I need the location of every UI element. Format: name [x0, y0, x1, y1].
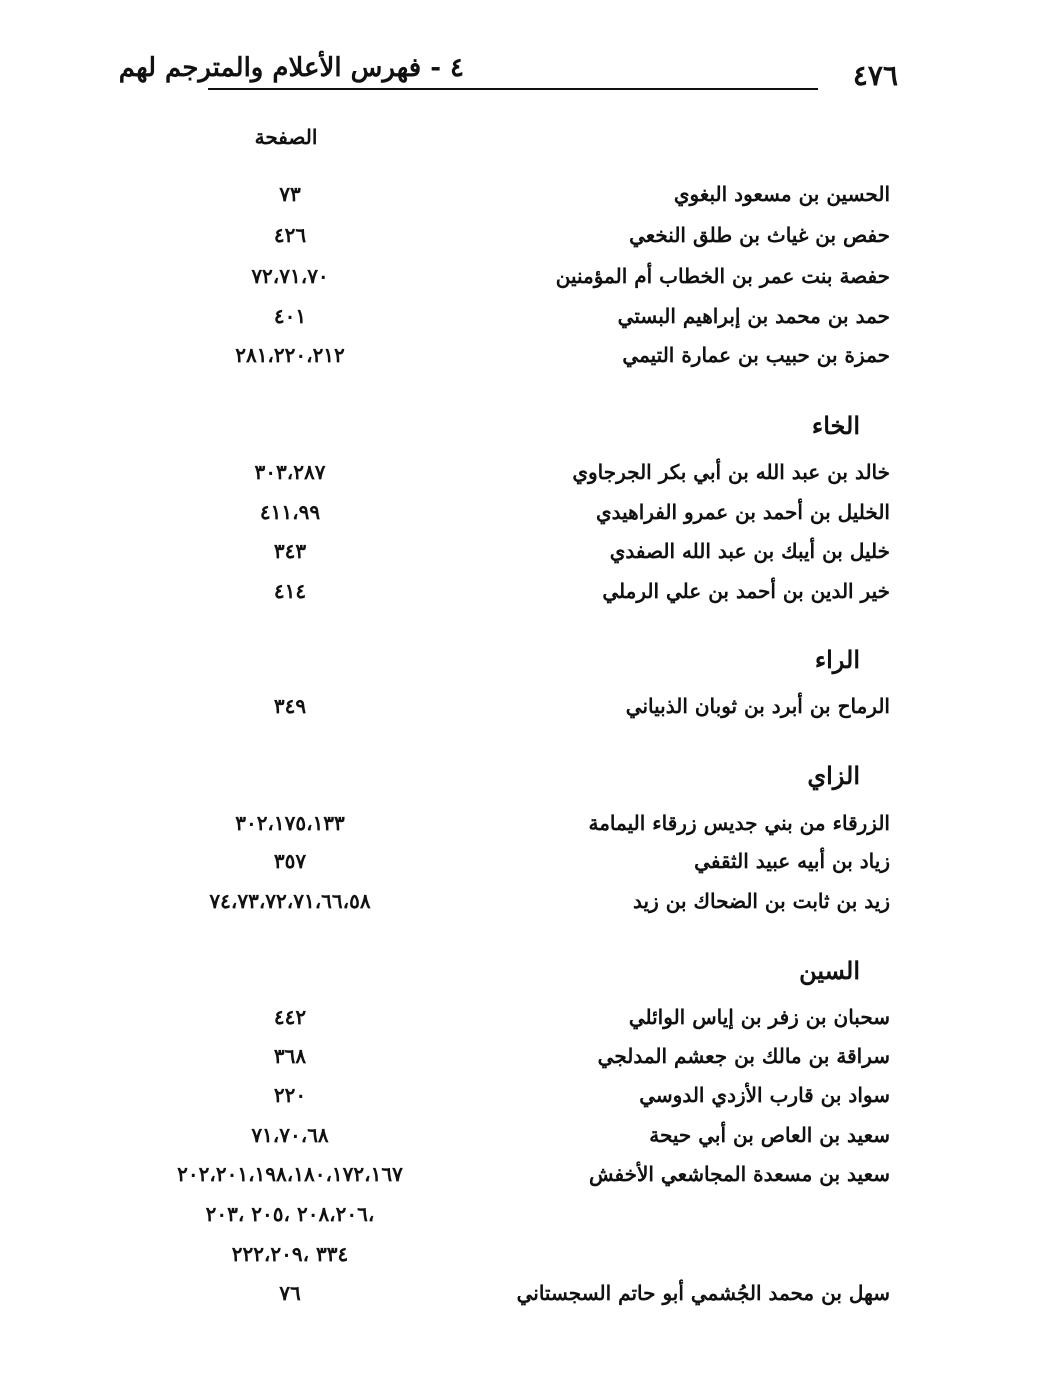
- entry-name: زيد بن ثابت بن الضحاك بن زيد: [633, 889, 890, 913]
- entry-name: سراقة بن مالك بن جعشم المدلجي: [597, 1044, 890, 1068]
- index-entry: [120, 805, 890, 841]
- entry-pages: ٢٢٠: [273, 1083, 307, 1107]
- entry-pages: ٣٥٧: [273, 849, 307, 873]
- section-heading-zay: الزاي: [807, 761, 860, 790]
- header-rule: [208, 88, 818, 90]
- entry-pages: ٧١،٧٠،٦٨: [251, 1123, 329, 1147]
- entry-pages: ٤٢٦: [273, 223, 307, 247]
- entry-name: زياد بن أبيه عبيد الثقفي: [694, 849, 890, 873]
- entry-name: خير الدين بن أحمد بن علي الرملي: [602, 579, 890, 603]
- index-entry-continuation: [120, 1236, 890, 1272]
- index-entry: [120, 337, 890, 373]
- index-entry: [120, 258, 890, 294]
- entry-pages: ٢٨١،٢٢٠،٢١٢: [235, 343, 345, 367]
- section-heading-sin: السين: [799, 956, 860, 985]
- entry-pages: ٤٤٢: [273, 1005, 307, 1029]
- index-entry: [120, 533, 890, 569]
- entry-name: الحسين بن مسعود البغوي: [673, 182, 890, 206]
- page-column-label: الصفحة: [254, 125, 318, 149]
- entry-name: حمد بن محمد بن إبراهيم البستي: [617, 304, 890, 328]
- entry-pages: ٧٦: [279, 1281, 301, 1305]
- page-number: ٤٧٦: [852, 59, 898, 92]
- entry-name: الرماح بن أبرد بن ثوبان الذبياني: [625, 694, 890, 718]
- index-entry: [120, 1156, 890, 1192]
- entry-name: الزرقاء من بني جديس زرقاء اليمامة: [588, 811, 890, 835]
- entry-name: سهل بن محمد الجُشمي أبو حاتم السجستاني: [516, 1281, 890, 1305]
- entry-pages: ٧٤،٧٣،٧٢،٧١،٦٦،٥٨: [209, 889, 371, 913]
- entry-name: حفص بن غياث بن طلق النخعي: [629, 223, 890, 247]
- index-entry: [120, 999, 890, 1035]
- section-heading-kha: الخاء: [811, 411, 860, 440]
- index-entry: [120, 217, 890, 253]
- index-entry: [120, 1275, 890, 1311]
- entry-pages: ،٢٠٨،٢٠٦ ،٢٠٥ ،٢٠٣: [205, 1202, 375, 1226]
- entry-pages: ٣٤٩: [273, 694, 307, 718]
- entry-name: سعيد بن مسعدة المجاشعي الأخفش: [589, 1162, 890, 1186]
- entry-name: الخليل بن أحمد بن عمرو الفراهيدي: [595, 500, 890, 524]
- entry-name: حمزة بن حبيب بن عمارة التيمي: [622, 343, 890, 367]
- entry-pages: ٣٠٢،١٧٥،١٣٣: [235, 811, 345, 835]
- entry-pages: ٣٣٤ ،٢٢٢،٢٠٩: [231, 1242, 349, 1266]
- entry-name: سواد بن قارب الأزدي الدوسي: [639, 1083, 890, 1107]
- entry-pages: ٣٠٣،٢٨٧: [254, 460, 326, 484]
- index-entry: [120, 1038, 890, 1074]
- entry-name: خالد بن عبد الله بن أبي بكر الجرجاوي: [572, 460, 890, 484]
- index-entry: [120, 883, 890, 919]
- index-entry: [120, 298, 890, 334]
- entry-name: سعيد بن العاص بن أبي حيحة: [649, 1123, 890, 1147]
- index-entry: [120, 688, 890, 724]
- section-heading-ra: الراء: [814, 645, 860, 674]
- entry-pages: ٧٣: [279, 182, 301, 206]
- entry-pages: ٤١١،٩٩: [259, 500, 321, 524]
- index-entry: [120, 176, 890, 212]
- entry-name: حفصة بنت عمر بن الخطاب أم المؤمنين: [555, 264, 890, 288]
- running-head-title: ٤ - فهرس الأعلام والمترجم لهم: [118, 53, 464, 83]
- index-entry: [120, 1077, 890, 1113]
- index-entry: [120, 1117, 890, 1153]
- index-entry: [120, 494, 890, 530]
- entry-name: سحبان بن زفر بن إياس الوائلي: [628, 1005, 890, 1029]
- entry-pages: ٣٦٨: [273, 1044, 307, 1068]
- index-entry: [120, 843, 890, 879]
- entry-pages: ٧٢،٧١،٧٠: [251, 264, 329, 288]
- entry-pages: ٤١٤: [273, 579, 307, 603]
- index-entry: [120, 454, 890, 490]
- index-entry: [120, 573, 890, 609]
- entry-name: خليل بن أيبك بن عبد الله الصفدي: [609, 539, 890, 563]
- entry-pages: ٤٠١: [273, 304, 307, 328]
- entry-pages: ٢٠٢،٢٠١،١٩٨،١٨٠،١٧٢،١٦٧: [177, 1162, 403, 1186]
- entry-pages: ٣٤٣: [273, 539, 307, 563]
- index-entry-continuation: [120, 1196, 890, 1232]
